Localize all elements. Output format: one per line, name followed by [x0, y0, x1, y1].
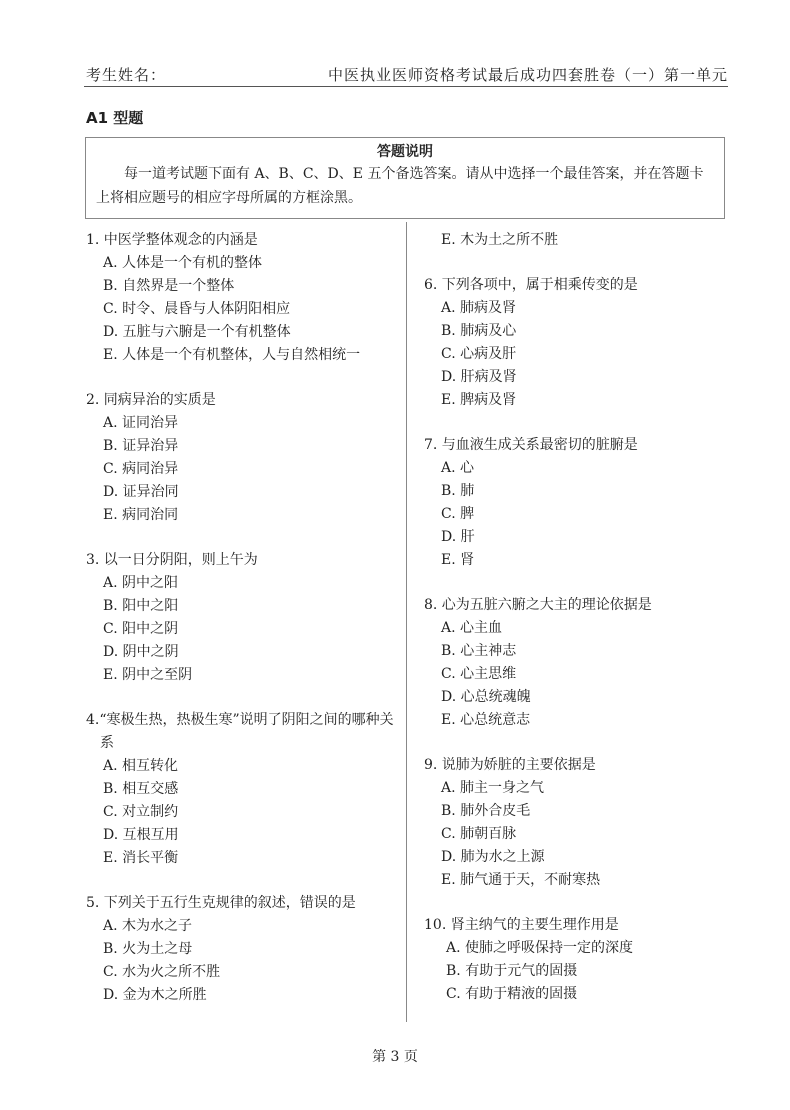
- option-e: E. 病同治同: [103, 507, 179, 523]
- option-d: D. 肺为水之上源: [441, 849, 545, 865]
- question-7: [424, 434, 734, 572]
- option-e: E. 木为土之所不胜: [441, 232, 559, 248]
- instructions-title: 答题说明: [377, 144, 433, 160]
- instructions-box: [85, 137, 725, 219]
- option-c: C. 肺朝百脉: [441, 826, 517, 842]
- option-d: D. 互根互用: [103, 827, 179, 843]
- option-e: E. 心总统意志: [441, 712, 531, 728]
- page-header: [84, 58, 728, 87]
- option-b: B. 自然界是一个整体: [103, 278, 235, 294]
- option-c: C. 心主思维: [441, 666, 517, 682]
- option-d: D. 肝病及肾: [441, 369, 517, 385]
- option-a: A. 心主血: [441, 620, 503, 636]
- option-a: A. 木为水之子: [103, 918, 193, 934]
- option-b: B. 阳中之阳: [103, 598, 179, 614]
- option-c: C. 阳中之阴: [103, 621, 179, 637]
- question-stem: 4.“寒极生热，热极生寒”说明了阴阳之间的哪种关系: [86, 712, 394, 751]
- option-b: B. 肺: [441, 483, 475, 499]
- question-5-continued: [424, 229, 734, 252]
- option-d: D. 阴中之阴: [103, 644, 179, 660]
- right-column: [424, 229, 734, 1028]
- option-c: C. 有助于精液的固摄: [446, 986, 578, 1002]
- option-a: A. 相互转化: [103, 758, 179, 774]
- option-c: C. 心病及肝: [441, 346, 517, 362]
- option-b: B. 肺病及心: [441, 323, 517, 339]
- question-9: [424, 754, 734, 892]
- question-stem: 1. 中医学整体观念的内涵是: [86, 232, 258, 248]
- option-c: C. 对立制约: [103, 804, 179, 820]
- question-stem: 10. 肾主纳气的主要生理作用是: [424, 917, 619, 933]
- column-divider: [406, 222, 407, 1022]
- exam-title: 中医执业医师资格考试最后成功四套胜卷（一）第一单元: [327, 66, 728, 84]
- question-8: [424, 594, 734, 732]
- option-e: E. 阴中之至阴: [103, 667, 193, 683]
- question-3: [86, 549, 402, 687]
- option-b: B. 证异治异: [103, 438, 179, 454]
- option-b: B. 相互交感: [103, 781, 179, 797]
- option-a: A. 证同治异: [103, 415, 179, 431]
- option-d: D. 五脏与六腑是一个有机整体: [103, 324, 291, 340]
- question-stem: 6. 下列各项中，属于相乘传变的是: [424, 277, 638, 293]
- question-stem: 5. 下列关于五行生克规律的叙述，错误的是: [86, 895, 356, 911]
- question-2: [86, 389, 402, 527]
- option-a: A. 肺主一身之气: [441, 780, 545, 796]
- question-stem: 2. 同病异治的实质是: [86, 392, 216, 408]
- option-a: A. 阴中之阳: [103, 575, 179, 591]
- question-stem: 8. 心为五脏六腑之大主的理论依据是: [424, 597, 652, 613]
- question-stem: 3. 以一日分阴阳，则上午为: [86, 552, 258, 568]
- option-a: A. 肺病及肾: [441, 300, 517, 316]
- option-c: C. 病同治异: [103, 461, 179, 477]
- option-b: B. 心主神志: [441, 643, 517, 659]
- question-stem: 7. 与血液生成关系最密切的脏腑是: [424, 437, 638, 453]
- option-e: E. 消长平衡: [103, 850, 179, 866]
- question-4: [86, 709, 402, 870]
- option-b: B. 火为土之母: [103, 941, 193, 957]
- question-stem: 9. 说肺为娇脏的主要依据是: [424, 757, 596, 773]
- option-c: C. 脾: [441, 506, 475, 522]
- option-e: E. 肾: [441, 552, 475, 568]
- candidate-name-label: 考生姓名：: [86, 66, 167, 84]
- option-a: A. 人体是一个有机的整体: [103, 255, 263, 271]
- page-number: 第 3 页: [372, 1049, 418, 1065]
- option-b: B. 肺外合皮毛: [441, 803, 531, 819]
- section-title: A1 型题: [86, 109, 144, 127]
- instructions-body: 每一道考试题下面有 A、B、C、D、E 五个备选答案。请从中选择一个最佳答案，并在答题卡上将相应题号的相应字母所属的方框涂黑。: [96, 166, 704, 206]
- option-d: D. 肝: [441, 529, 475, 545]
- option-e: E. 人体是一个有机整体，人与自然相统一: [103, 347, 361, 363]
- question-6: [424, 274, 734, 412]
- option-d: D. 证异治同: [103, 484, 179, 500]
- option-c: C. 水为火之所不胜: [103, 964, 221, 980]
- question-10: [424, 914, 734, 1006]
- option-b: B. 有助于元气的固摄: [446, 963, 578, 979]
- option-a: A. 使肺之呼吸保持一定的深度: [446, 940, 634, 956]
- option-a: A. 心: [441, 460, 475, 476]
- option-e: E. 脾病及肾: [441, 392, 517, 408]
- option-c: C. 时令、晨昏与人体阴阳相应: [103, 301, 291, 317]
- option-d: D. 心总统魂魄: [441, 689, 531, 705]
- question-1: [86, 229, 402, 367]
- option-e: E. 肺气通于天，不耐寒热: [441, 872, 601, 888]
- left-column: [86, 229, 402, 1029]
- question-5: [86, 892, 402, 1007]
- option-d: D. 金为木之所胜: [103, 987, 207, 1003]
